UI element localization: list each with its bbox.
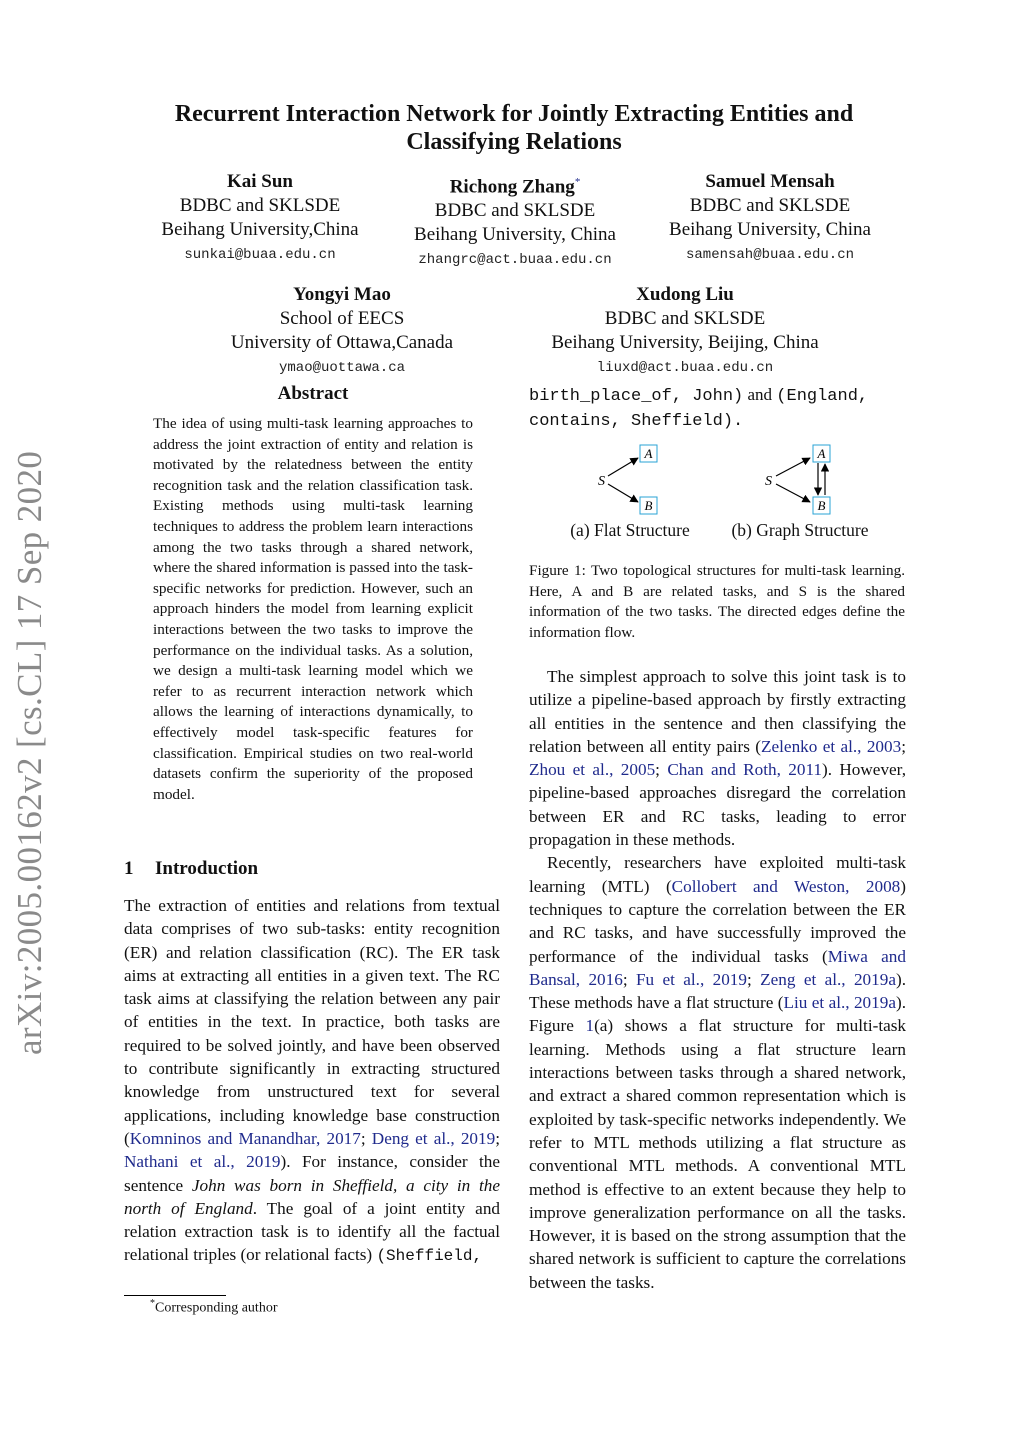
citation-link[interactable]: Komninos and Manandhar, 2017 xyxy=(129,1128,361,1148)
intro-paragraph-3: Recently, researchers have exploited multi-task learning (MTL) (Collobert and Weston, 2008) techniques to capture the correlation between the ER and RC tasks, and have successfully improved the performance of the individual tasks (Miwa and Bansal, 2016; Fu et al., 2019; Zeng et al., 2019a). These methods have a flat structure (Liu et al., 2019a). Figure 1(a) shows a flat structure for multi-task learning. Methods using a flat structure learn interactions between tasks through a shared network, and extract a shared common representation which is exploited by task-specific networks independently. We refer to MTL methods utilizing a flat structure as conventional MTL methods. A conventional MTL method is effective to an extent because they help to improve generalization performance on all the tasks. However, it is based on the strong assumption that the shared network is sufficient to capture the correlations between the tasks. xyxy=(529,853,906,1292)
citation-link[interactable]: Deng et al., 2019 xyxy=(371,1128,496,1148)
example-sentence: John was born in Sheffield, a city in the north of England xyxy=(124,1175,500,1218)
figure-reference-link[interactable]: 1 xyxy=(585,1016,595,1036)
citation-link[interactable]: Collobert and Weston, 2008 xyxy=(671,876,901,896)
citation-link[interactable]: Fu et al., 2019 xyxy=(635,969,747,989)
author-affiliation: University of Ottawa,Canada xyxy=(230,332,454,353)
node-s-label: S xyxy=(598,474,605,489)
subfigure-a-caption: (a) Flat Structure xyxy=(570,520,690,540)
author-name: Samuel Mensah xyxy=(705,171,835,192)
node-s-label: S xyxy=(765,474,772,489)
author-block xyxy=(650,170,890,268)
author-affiliation: BDBC and SKLSDE xyxy=(604,308,766,329)
author-email: sunkai@buaa.edu.cn xyxy=(184,247,336,263)
abstract-heading: Abstract xyxy=(277,383,349,404)
author-affiliation: School of EECS xyxy=(279,308,405,329)
graph-structure-diagram xyxy=(765,445,830,514)
author-block xyxy=(390,170,640,273)
footnote-mark: * xyxy=(150,1298,155,1309)
intro-paragraph-2: The simplest approach to solve this joint task is to utilize a pipeline-based approach by firstly extracting all entities in the sentence and then classifying the relation between all entity pairs (Zelenko et al., 2003; Zhou et al., 2005; Chan and Roth, 2011). However, pipeline-based approaches disregard the correlation between ER and RC tasks, leading to error propagation in these methods. xyxy=(529,667,906,850)
author-affiliation: Beihang University, China xyxy=(414,224,616,246)
figure-1-diagram xyxy=(560,440,890,522)
node-a-label: A xyxy=(644,446,653,461)
author-email: liuxd@act.buaa.edu.cn xyxy=(596,360,774,376)
author-name: Yongyi Mao xyxy=(293,284,391,305)
paper-title xyxy=(100,100,928,156)
arxiv-identifier: arXiv:2005.00162v2 [cs.CL] 17 Sep 2020 xyxy=(10,450,49,1055)
author-affiliation: Beihang University, China xyxy=(669,219,871,240)
author-affiliation: BDBC and SKLSDE xyxy=(179,195,341,216)
flat-structure-diagram xyxy=(598,445,657,514)
author-affiliation: Beihang University,China xyxy=(161,219,359,240)
author-email: zhangrc@act.buaa.edu.cn xyxy=(418,252,612,269)
author-affiliation: BDBC and SKLSDE xyxy=(434,200,596,222)
author-block xyxy=(530,283,840,381)
citation-link[interactable]: Liu et al., 2019a xyxy=(783,993,896,1013)
intro-right-column xyxy=(529,665,906,1294)
abstract-body: The idea of using multi-task learning approaches to address the joint extraction of entity and relation is motivated by the relatedness between the entity recognition task and the relation classification task. Existing methods using multi-task learning techniques to address the problem learn interactions among the two tasks through a shared network, where the shared information is passed into the task-specific networks for prediction. However, such an approach hinders the model from learning explicit interactions between the two tasks to improve the performance on the individual tasks. As a solution, we design a multi-task learning model which we refer to as recurrent interaction network which allows the learning of interactions dynamically, to effectively model task-specific features for classification. Empirical studies on two real-world datasets confirm the superiority of the proposed model. xyxy=(153,415,473,803)
edge-s-to-b xyxy=(776,484,810,502)
footnote-rule xyxy=(124,1295,226,1296)
edge-s-to-b xyxy=(608,484,638,502)
node-b-label: B xyxy=(817,498,826,513)
intro-paragraph-1: The extraction of entities and relations from textual data comprises of two sub-tasks: entity recognition (ER) and relation classification (RC). The ER task aims at extracting all entities in a given text. The RC task aims at classifying the relation between any pair of entities in the text. In practice, both tasks are required to be solved jointly, and have been observed to contribute significantly in extracting structured knowledge from unstructured text for several applications, including knowledge base construction (Komninos and Manandhar, 2017; Deng et al., 2019; Nathani et al., 2019). For instance, consider the sentence John was born in Sheffield, a city in the north of England. The goal of a joint entity and relation extraction task is to identify all the factual relational triples (or relational facts) (Sheffield, xyxy=(124,896,501,1266)
author-name: Richong Zhang xyxy=(449,176,575,198)
citation-link[interactable]: Nathani et al., 2019 xyxy=(124,1152,281,1172)
relational-triple-code: contains, Sheffield). xyxy=(529,412,744,432)
section-number: 1 xyxy=(124,858,134,879)
citation-link[interactable]: Zelenko et al., 2003 xyxy=(761,736,902,756)
footnote xyxy=(150,1298,277,1317)
author-email: samensah@buaa.edu.cn xyxy=(685,247,855,263)
section-title: Introduction xyxy=(155,858,259,879)
section-heading xyxy=(124,858,258,880)
author-block xyxy=(140,170,380,268)
citation-link[interactable]: Chan and Roth, 2011 xyxy=(667,760,822,780)
footnote-text: Corresponding author xyxy=(155,1300,278,1316)
relational-triple-code: birth_place_of, John) xyxy=(529,387,744,406)
citation-link[interactable]: Zeng et al., 2019a xyxy=(760,969,896,989)
figure-1-caption: Figure 1: Two topological structures for multi-task learning. Here, A and B are related tasks, and S is the shared information of the two tasks. The directed edges define the information flow. xyxy=(529,562,905,641)
author-affiliation: Beihang University, Beijing, China xyxy=(551,332,819,353)
citation-link[interactable]: Zhou et al., 2005 xyxy=(529,760,656,780)
title-line-2: Classifying Relations xyxy=(406,129,622,155)
edge-s-to-a xyxy=(608,458,638,476)
author-block xyxy=(212,283,472,381)
author-email: ymao@uottawa.ca xyxy=(278,360,406,376)
author-affiliation: BDBC and SKLSDE xyxy=(689,195,851,216)
subfigure-b-caption: (b) Graph Structure xyxy=(731,520,869,540)
author-name: Xudong Liu xyxy=(636,284,734,305)
relational-triple-code: (England, xyxy=(776,387,869,406)
author-name: Kai Sun xyxy=(226,171,293,192)
title-line-1: Recurrent Interaction Network for Jointly Extracting Entities and xyxy=(174,101,854,127)
edge-s-to-a xyxy=(776,458,810,476)
citation-link[interactable]: Miwa and Bansal, 2016 xyxy=(529,946,906,989)
node-a-label: A xyxy=(817,446,826,461)
node-b-label: B xyxy=(644,498,653,513)
intro-paragraph-1-continued: birth_place_of, John) and (England, contains, Sheffield). xyxy=(529,385,869,432)
corresponding-mark: * xyxy=(574,176,581,188)
relational-triple-code: (Sheffield, xyxy=(376,1247,483,1266)
